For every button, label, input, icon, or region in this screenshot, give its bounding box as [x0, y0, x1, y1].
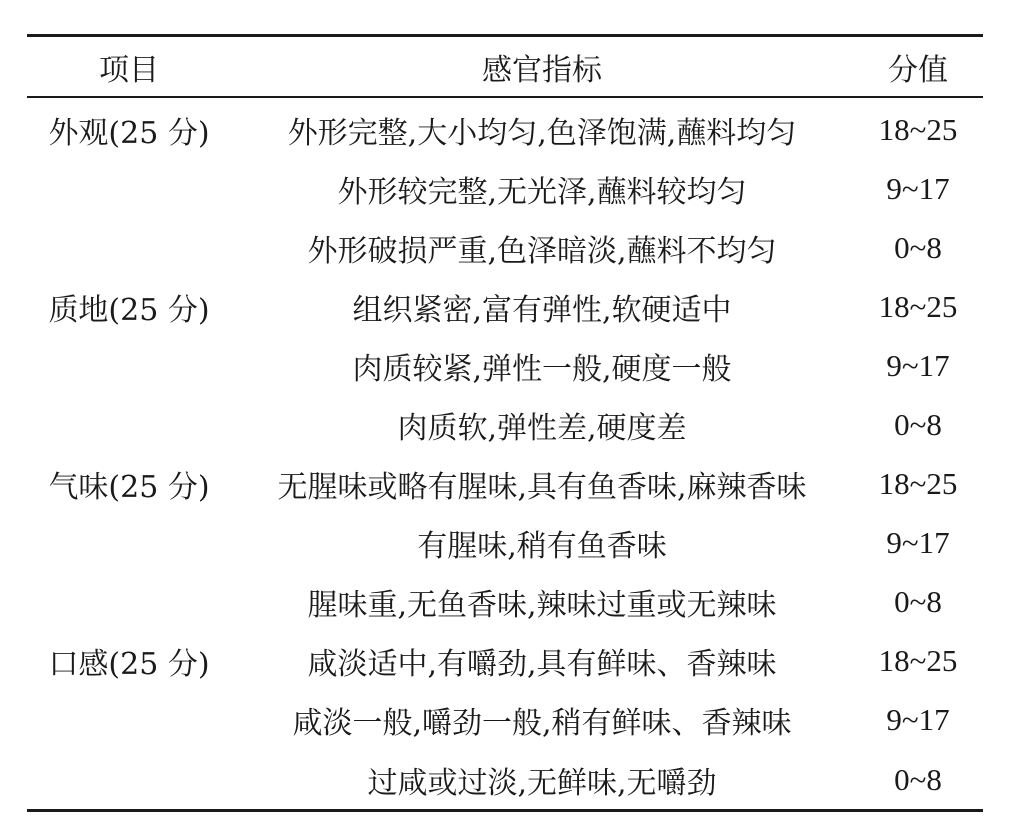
header-item: 项目 — [99, 52, 159, 88]
row-score: 9~17 — [886, 525, 950, 561]
row-item: 口感(25 分) — [48, 647, 210, 683]
header-score: 分值 — [888, 52, 948, 88]
sensory-evaluation-table — [27, 34, 983, 812]
row-score: 18~25 — [878, 643, 958, 679]
row-score: 18~25 — [878, 466, 958, 502]
table-row — [27, 750, 983, 809]
header-indicator: 感官指标 — [482, 52, 602, 88]
row-indicator: 肉质软,弹性差,硬度差 — [397, 411, 687, 447]
table-row — [27, 632, 983, 691]
row-score: 18~25 — [878, 288, 958, 324]
table-row — [27, 218, 983, 277]
row-item — [27, 573, 231, 632]
row-indicator: 咸淡一般,嚼劲一般,稍有鲜味、香辣味 — [292, 706, 792, 742]
row-score: 9~17 — [886, 702, 950, 738]
row-indicator: 咸淡适中,有嚼劲,具有鲜味、香辣味 — [307, 647, 777, 683]
table-header-row — [27, 37, 983, 96]
row-item — [27, 336, 231, 395]
table-row — [27, 98, 983, 159]
row-score: 0~8 — [894, 584, 942, 620]
row-indicator: 过咸或过淡,无鲜味,无嚼劲 — [367, 765, 717, 801]
table-row — [27, 514, 983, 573]
table-bottom-rule — [27, 809, 983, 812]
row-score: 0~8 — [894, 229, 942, 265]
row-indicator: 组织紧密,富有弹性,软硬适中 — [352, 292, 732, 328]
row-item: 质地(25 分) — [48, 292, 210, 328]
row-score: 9~17 — [886, 170, 950, 206]
row-item — [27, 218, 231, 277]
row-item — [27, 514, 231, 573]
table-row — [27, 336, 983, 395]
table-row — [27, 159, 983, 218]
row-item — [27, 691, 231, 750]
row-item — [27, 395, 231, 454]
row-score: 0~8 — [894, 761, 942, 797]
table-row — [27, 691, 983, 750]
table-row — [27, 395, 983, 454]
row-item: 外观(25 分) — [48, 115, 210, 151]
row-indicator: 肉质较紧,弹性一般,硬度一般 — [352, 351, 732, 387]
row-item: 气味(25 分) — [48, 470, 210, 506]
row-item — [27, 159, 231, 218]
row-item — [27, 750, 231, 809]
row-indicator: 外形完整,大小均匀,色泽饱满,蘸料均匀 — [287, 115, 797, 151]
table-row — [27, 455, 983, 514]
table-row — [27, 277, 983, 336]
table-row — [27, 573, 983, 632]
row-indicator: 有腥味,稍有鱼香味 — [417, 529, 667, 565]
row-score: 9~17 — [886, 347, 950, 383]
table-body — [27, 37, 983, 96]
row-indicator: 外形破损严重,色泽暗淡,蘸料不均匀 — [307, 233, 777, 269]
row-indicator: 外形较完整,无光泽,蘸料较均匀 — [337, 174, 747, 210]
table-rows — [27, 98, 983, 809]
row-indicator: 无腥味或略有腥味,具有鱼香味,麻辣香味 — [277, 470, 807, 506]
row-score: 18~25 — [878, 111, 958, 147]
row-indicator: 腥味重,无鱼香味,辣味过重或无辣味 — [307, 588, 777, 624]
row-score: 0~8 — [894, 407, 942, 443]
